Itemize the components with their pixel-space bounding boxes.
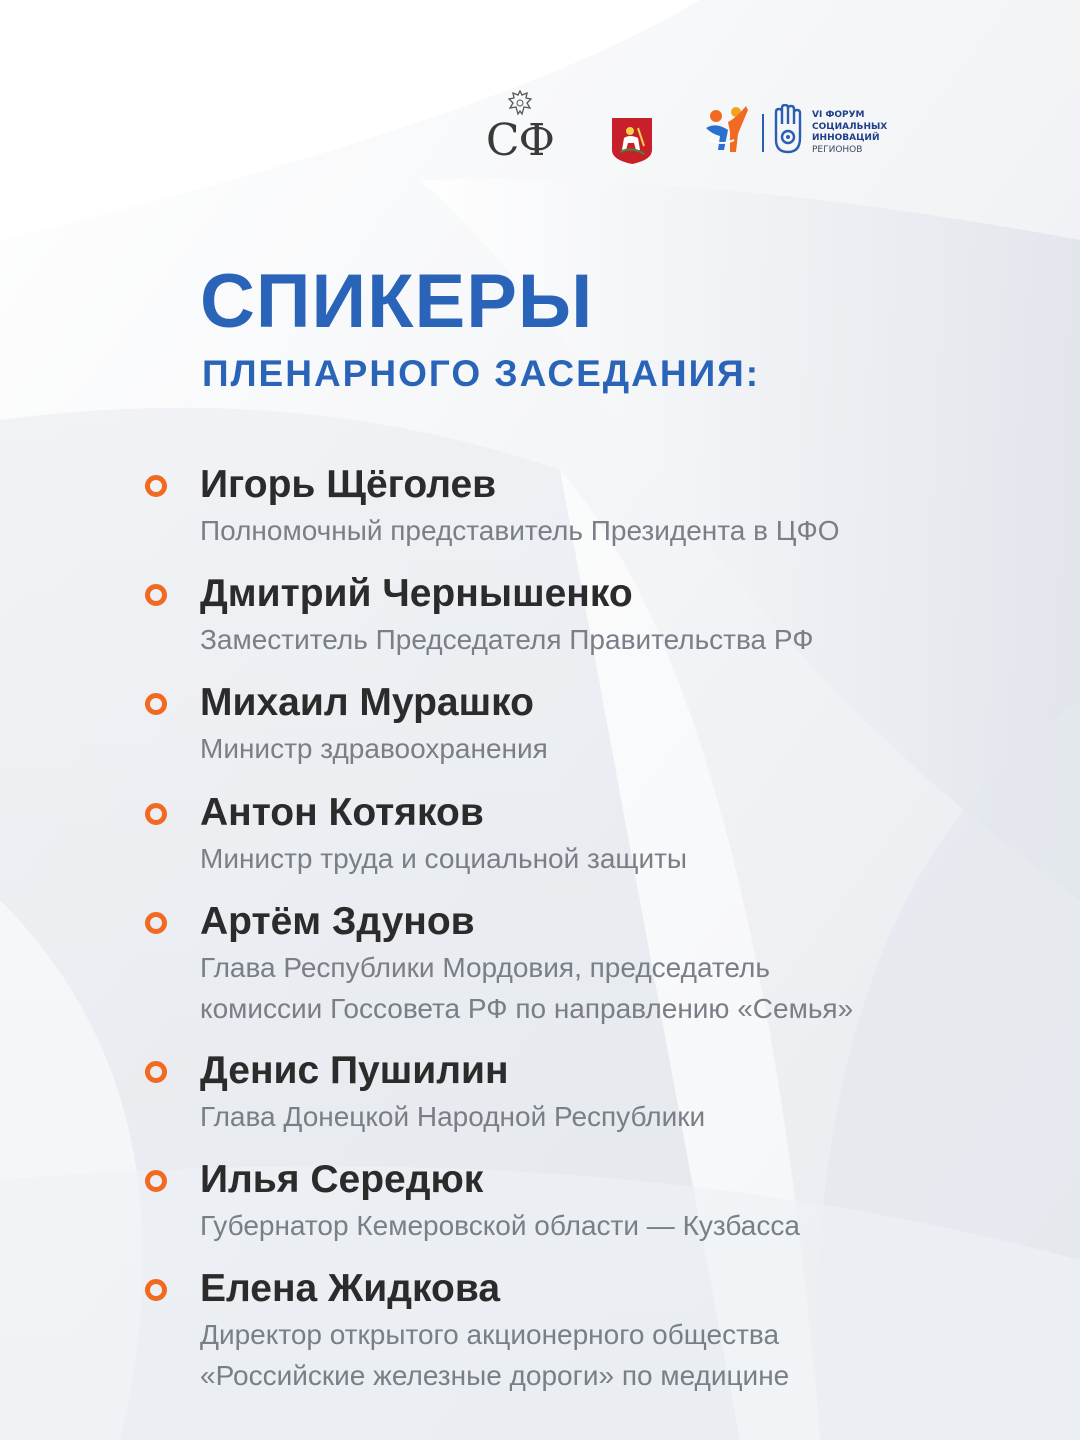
speaker-name: Денис Пушилин bbox=[200, 1049, 509, 1092]
bullet-ring-icon bbox=[145, 1170, 167, 1192]
speaker-role bbox=[200, 510, 1040, 551]
forum-logo-separator bbox=[762, 114, 764, 152]
speaker-name: Антон Котяков bbox=[200, 791, 484, 834]
sf-logo-text: СФ bbox=[485, 115, 555, 166]
speaker-role-line: Полномочный представитель Президента в ЦФО bbox=[200, 515, 840, 546]
bullet-ring-icon bbox=[145, 693, 167, 715]
speaker-role bbox=[200, 1205, 1040, 1246]
speaker-role bbox=[200, 838, 1040, 879]
speaker-name: Михаил Мурашко bbox=[200, 681, 534, 724]
speaker-role-line: Заместитель Председателя Правительства РФ bbox=[200, 624, 814, 655]
speaker-role-line: комиссии Госсовета РФ по направлению «Семья» bbox=[200, 993, 854, 1024]
speaker-role-line: Министр труда и социальной защиты bbox=[200, 843, 688, 874]
speaker-role-line: Директор открытого акционерного общества bbox=[200, 1319, 780, 1350]
forum-logo bbox=[702, 100, 902, 166]
forum-line-1: VI ФОРУМ bbox=[812, 110, 865, 120]
bullet-ring-icon bbox=[145, 1279, 167, 1301]
russian-eagle-icon bbox=[505, 88, 535, 118]
speaker-name: Артём Здунов bbox=[200, 900, 475, 943]
speaker-role-line: Глава Республики Мордовия, председатель bbox=[200, 952, 770, 983]
header-logos bbox=[470, 88, 900, 168]
forum-logo-text bbox=[812, 110, 912, 156]
forum-line-2: СОЦИАЛЬНЫХ bbox=[812, 121, 888, 132]
speaker-role bbox=[200, 728, 1040, 769]
speaker-role-line: Губернатор Кемеровской области — Кузбасса bbox=[200, 1210, 800, 1241]
speaker-role bbox=[200, 1096, 1040, 1137]
forum-line-4: РЕГИОНОВ bbox=[812, 144, 863, 155]
moscow-coat-of-arms-icon bbox=[610, 116, 654, 166]
page-title: СПИКЕРЫ bbox=[200, 259, 594, 344]
speaker-role-line: Министр здравоохранения bbox=[200, 733, 548, 764]
bullet-ring-icon bbox=[145, 1061, 167, 1083]
forum-hand-icon bbox=[768, 104, 808, 156]
speaker-name: Дмитрий Чернышенко bbox=[200, 572, 633, 615]
forum-line-3: ИННОВАЦИЙ bbox=[812, 133, 880, 143]
speaker-role bbox=[200, 619, 1040, 660]
speaker-name: Елена Жидкова bbox=[200, 1267, 501, 1310]
forum-figure-icon bbox=[702, 100, 754, 158]
sf-logo bbox=[470, 88, 570, 168]
page-subtitle: ПЛЕНАРНОГО ЗАСЕДАНИЯ: bbox=[202, 353, 761, 394]
speaker-role-line: Глава Донецкой Народной Республики bbox=[200, 1101, 706, 1132]
bullet-ring-icon bbox=[145, 912, 167, 934]
speaker-role bbox=[200, 947, 1040, 1029]
bullet-ring-icon bbox=[145, 803, 167, 825]
bullet-ring-icon bbox=[145, 584, 167, 606]
speaker-role-line: «Российские железные дороги» по медицине bbox=[200, 1360, 790, 1391]
speaker-name: Илья Середюк bbox=[200, 1158, 484, 1201]
bullet-ring-icon bbox=[145, 475, 167, 497]
speaker-role bbox=[200, 1314, 1040, 1396]
speaker-name: Игорь Щёголев bbox=[200, 463, 497, 506]
